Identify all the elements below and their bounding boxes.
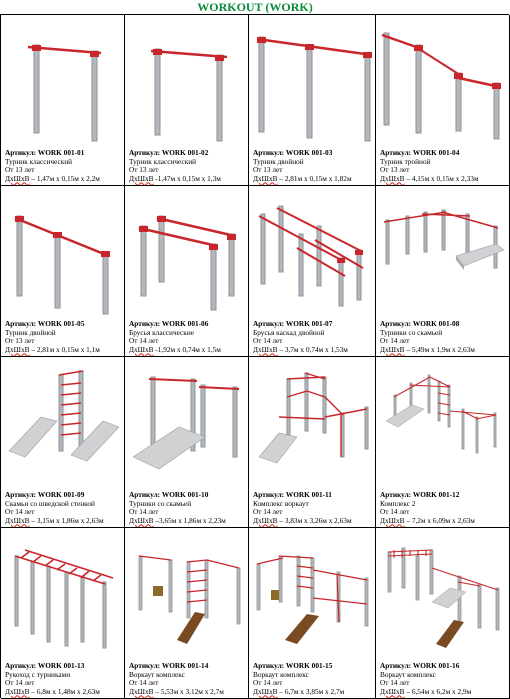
age-label: От 13 лет xyxy=(380,165,410,175)
article-number: Артикул: WORK 001-14 xyxy=(129,661,209,671)
article-number: Артикул: WORK 001-12 xyxy=(380,490,460,500)
product-name: Воркаут комплекс xyxy=(253,669,309,679)
article-number: Артикул: WORK 001-01 xyxy=(5,148,85,158)
age-label: От 14 лет xyxy=(380,336,410,346)
dimensions: ДхШхВ – 3,83м х 3,26м х 2,63м xyxy=(253,515,352,525)
product-name: Турники со скамьей xyxy=(380,327,443,337)
dimensions: ДхШхВ –3,65м х 1,86м х 2,23м xyxy=(129,515,226,525)
dimensions: ДхШхВ -1,47м х 0,15м х 1,3м xyxy=(129,173,221,183)
product-card-06 xyxy=(125,186,249,357)
product-image-14 xyxy=(125,528,249,658)
article-number: Артикул: WORK 001-13 xyxy=(5,661,85,671)
article-number: Артикул: WORK 001-09 xyxy=(5,490,85,500)
dimensions: ДхШхВ – 6,54м х 6,2м х 2,9м xyxy=(380,686,472,696)
product-image-09 xyxy=(1,357,125,481)
article-number: Артикул: WORK 001-15 xyxy=(253,661,333,671)
dimensions: ДхШхВ – 6,8м х 1,48м х 2,63м xyxy=(5,686,100,696)
article-number: Артикул: WORK 001-02 xyxy=(129,148,209,158)
product-card-13 xyxy=(1,528,125,699)
product-image-05 xyxy=(1,186,125,316)
dimensions: ДхШхВ – 3,7м х 0,74м х 1,53м xyxy=(253,344,348,354)
product-image-11 xyxy=(249,357,376,481)
age-label: От 14 лет xyxy=(253,507,283,517)
product-card-03 xyxy=(249,15,376,186)
dimensions: ДхШхВ – 1,47м х 0,15м х 2,2м xyxy=(5,173,100,183)
product-card-04 xyxy=(376,15,510,186)
dimensions: ДхШхВ – 2,81м х 0,15м х 1,1м xyxy=(5,344,100,354)
product-image-04 xyxy=(376,15,510,145)
age-label: От 14 лет xyxy=(129,678,159,688)
product-image-06 xyxy=(125,186,249,316)
product-name: Турник двойной xyxy=(253,156,304,166)
product-image-15 xyxy=(249,528,376,658)
age-label: От 14 лет xyxy=(253,336,283,346)
dimensions: ДхШхВ – 6,7м х 3,85м х 2,7м xyxy=(253,686,345,696)
product-image-07 xyxy=(249,186,376,316)
article-number: Артикул: WORK 001-07 xyxy=(253,319,333,329)
product-card-12 xyxy=(376,357,510,528)
product-card-05 xyxy=(1,186,125,357)
product-name: Брусья классические xyxy=(129,327,194,337)
product-image-08 xyxy=(376,186,510,316)
age-label: От 14 лет xyxy=(5,678,35,688)
article-number: Артикул: WORK 001-11 xyxy=(253,490,332,500)
product-image-02 xyxy=(125,15,249,145)
product-name: Турник классический xyxy=(5,156,73,166)
age-label: От 13 лет xyxy=(129,165,159,175)
product-image-10 xyxy=(125,357,249,481)
product-card-01 xyxy=(1,15,125,186)
catalog-grid xyxy=(0,14,509,698)
product-name: Рукоход с турниками xyxy=(5,669,71,679)
product-image-03 xyxy=(249,15,376,145)
age-label: От 14 лет xyxy=(253,678,283,688)
dimensions: ДхШхВ – 7,2м х 6,09м х 2,63м xyxy=(380,515,475,525)
product-card-07 xyxy=(249,186,376,357)
product-name: Воркаут комплекс xyxy=(380,669,436,679)
product-card-15 xyxy=(249,528,376,699)
article-number: Артикул: WORK 001-06 xyxy=(129,319,209,329)
product-card-11 xyxy=(249,357,376,528)
product-name: Комплекс 2 xyxy=(380,498,416,508)
dimensions: ДхШхВ – 5,49м х 1,9м х 2,63м xyxy=(380,344,475,354)
product-name: Турники со скамьей xyxy=(129,498,192,508)
article-number: Артикул: WORK 001-16 xyxy=(380,661,460,671)
age-label: От 13 лет xyxy=(253,165,283,175)
dimensions: ДхШхВ – 2,81м х 0,15м х 1,82м xyxy=(253,173,352,183)
product-name: Турник тройной xyxy=(380,156,431,166)
product-name: Воркаут комплекс xyxy=(129,669,185,679)
age-label: От 14 лет xyxy=(129,507,159,517)
page-title: WORKOUT (WORK) xyxy=(197,0,313,14)
article-number: Артикул: WORK 001-04 xyxy=(380,148,460,158)
age-label: От 13 лет xyxy=(5,165,35,175)
product-image-12 xyxy=(376,357,510,481)
article-number: Артикул: WORK 001-10 xyxy=(129,490,209,500)
age-label: От 14 лет xyxy=(5,507,35,517)
age-label: От 13 лет xyxy=(5,336,35,346)
product-card-10 xyxy=(125,357,249,528)
dimensions: ДхШхВ – 4,15м х 0,15м х 2,33м xyxy=(380,173,479,183)
product-name: Турник двойной xyxy=(5,327,56,337)
product-card-08 xyxy=(376,186,510,357)
dimensions: ДхШхВ – 5,53м х 3,12м х 2,7м xyxy=(129,686,224,696)
product-image-16 xyxy=(376,528,510,658)
product-card-16 xyxy=(376,528,510,699)
article-number: Артикул: WORK 001-03 xyxy=(253,148,333,158)
age-label: От 14 лет xyxy=(380,507,410,517)
product-image-13 xyxy=(1,528,125,658)
dimensions: ДхШхВ – 3,15м х 1,86м х 2,63м xyxy=(5,515,104,525)
product-name: Комплекс воркаут xyxy=(253,498,309,508)
age-label: От 14 лет xyxy=(129,336,159,346)
product-card-09 xyxy=(1,357,125,528)
dimensions: ДхШхВ -1,92м х 0,74м х 1,5м xyxy=(129,344,221,354)
product-name: Брусья каскад двойной xyxy=(253,327,325,337)
product-name: Скамьи со шведской стенкой xyxy=(5,498,95,508)
article-number: Артикул: WORK 001-05 xyxy=(5,319,85,329)
age-label: От 14 лет xyxy=(380,678,410,688)
article-number: Артикул: WORK 001-08 xyxy=(380,319,460,329)
product-name: Турник классический xyxy=(129,156,197,166)
product-card-14 xyxy=(125,528,249,699)
product-card-02 xyxy=(125,15,249,186)
product-image-01 xyxy=(1,15,125,145)
